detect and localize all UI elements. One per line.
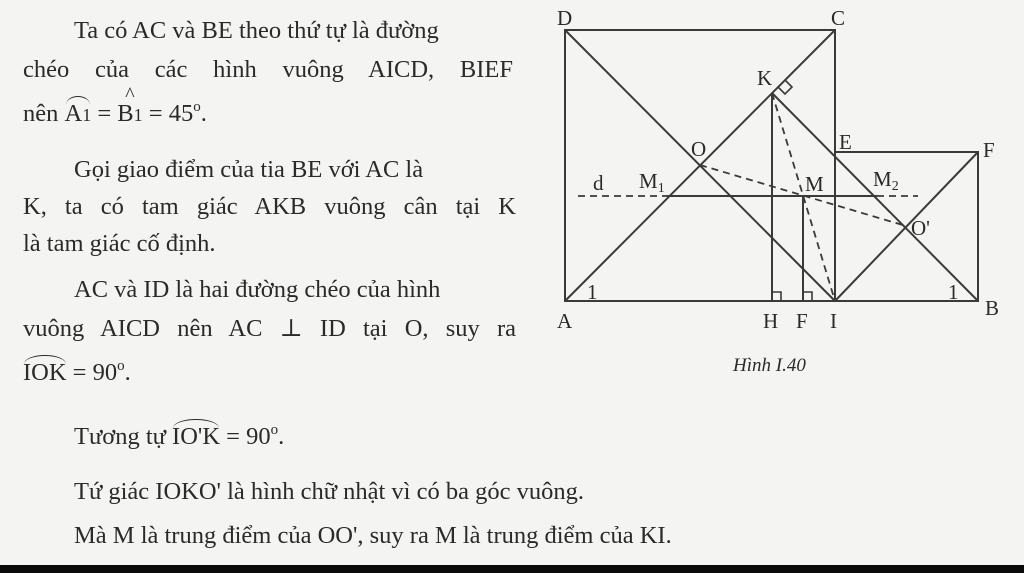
label-f: F <box>983 138 995 162</box>
label-m1 <box>639 169 665 196</box>
label-f-foot: F <box>796 309 808 333</box>
right-angle-k <box>778 80 792 94</box>
label-o-prime: O' <box>911 216 930 240</box>
p3-line1: AC và ID là hai đường chéo của hình <box>74 276 441 303</box>
p4-prefix: Tương tự <box>74 423 173 450</box>
label-h: H <box>763 309 779 333</box>
p2-line1: Gọi giao điểm của tia BE với AC là <box>74 156 424 183</box>
angle-iok-text: IOK <box>23 359 67 386</box>
p1-line1: Ta có AC và BE theo thứ tự là đường <box>74 17 439 44</box>
period: . <box>124 359 131 386</box>
eq2: = 45 <box>142 100 194 127</box>
degree-sign: o <box>270 422 279 438</box>
label-k: K <box>757 66 773 90</box>
eq-90: = 90 <box>220 423 271 450</box>
label-d-line: d <box>593 171 604 195</box>
degree-sign: o <box>117 358 125 374</box>
period: . <box>278 423 285 450</box>
label-d: D <box>557 6 573 30</box>
label-m2-letter: M <box>873 167 892 191</box>
p5-line: Tứ giác IOKO' là hình chữ nhật vì có ba góc vuông. <box>74 478 584 505</box>
label-a: A <box>557 309 573 333</box>
label-b: B <box>985 296 1000 320</box>
bottom-black-bar <box>0 565 1024 573</box>
label-e: E <box>839 130 852 154</box>
p1-prefix: nên <box>23 100 65 127</box>
label-i: I <box>830 309 837 333</box>
label-m: M <box>805 172 824 196</box>
angle-b-letter: B <box>117 100 134 127</box>
eq-90: = 90 <box>66 359 118 386</box>
angle-b-sub: 1 <box>133 105 143 125</box>
eq1: = <box>91 100 118 127</box>
label-m1-letter: M <box>639 169 658 193</box>
p2-line2: K, ta có tam giác AKB vuông cân tại K <box>23 193 516 220</box>
figure-caption: Hình I.40 <box>733 355 806 376</box>
period: . <box>200 100 207 127</box>
angle-io-prime-k-text: IO'K <box>172 423 221 450</box>
p2-line3: là tam giác cố định. <box>23 230 216 257</box>
angle-a-sub: 1 <box>82 105 92 125</box>
label-m1-sub: 1 <box>657 181 665 196</box>
label-c: C <box>831 6 846 30</box>
p1-line2: chéo của các hình vuông AICD, BIEF <box>23 56 513 83</box>
right-angle-h <box>772 292 781 301</box>
p6-line: Mà M là trung điểm của OO', suy ra M là trung điểm của KI. <box>74 522 672 549</box>
label-m2 <box>873 167 899 194</box>
label-o: O <box>691 137 707 161</box>
angle-a-letter: A <box>64 100 83 127</box>
right-angle-f <box>803 292 812 301</box>
degree-sign: o <box>193 99 201 115</box>
label-angle-a1: 1 <box>587 280 598 304</box>
label-m2-sub: 2 <box>891 179 899 194</box>
label-angle-b1: 1 <box>948 280 959 304</box>
p3-line2: vuông AICD nên AC ⊥ ID tại O, suy ra <box>23 315 516 342</box>
